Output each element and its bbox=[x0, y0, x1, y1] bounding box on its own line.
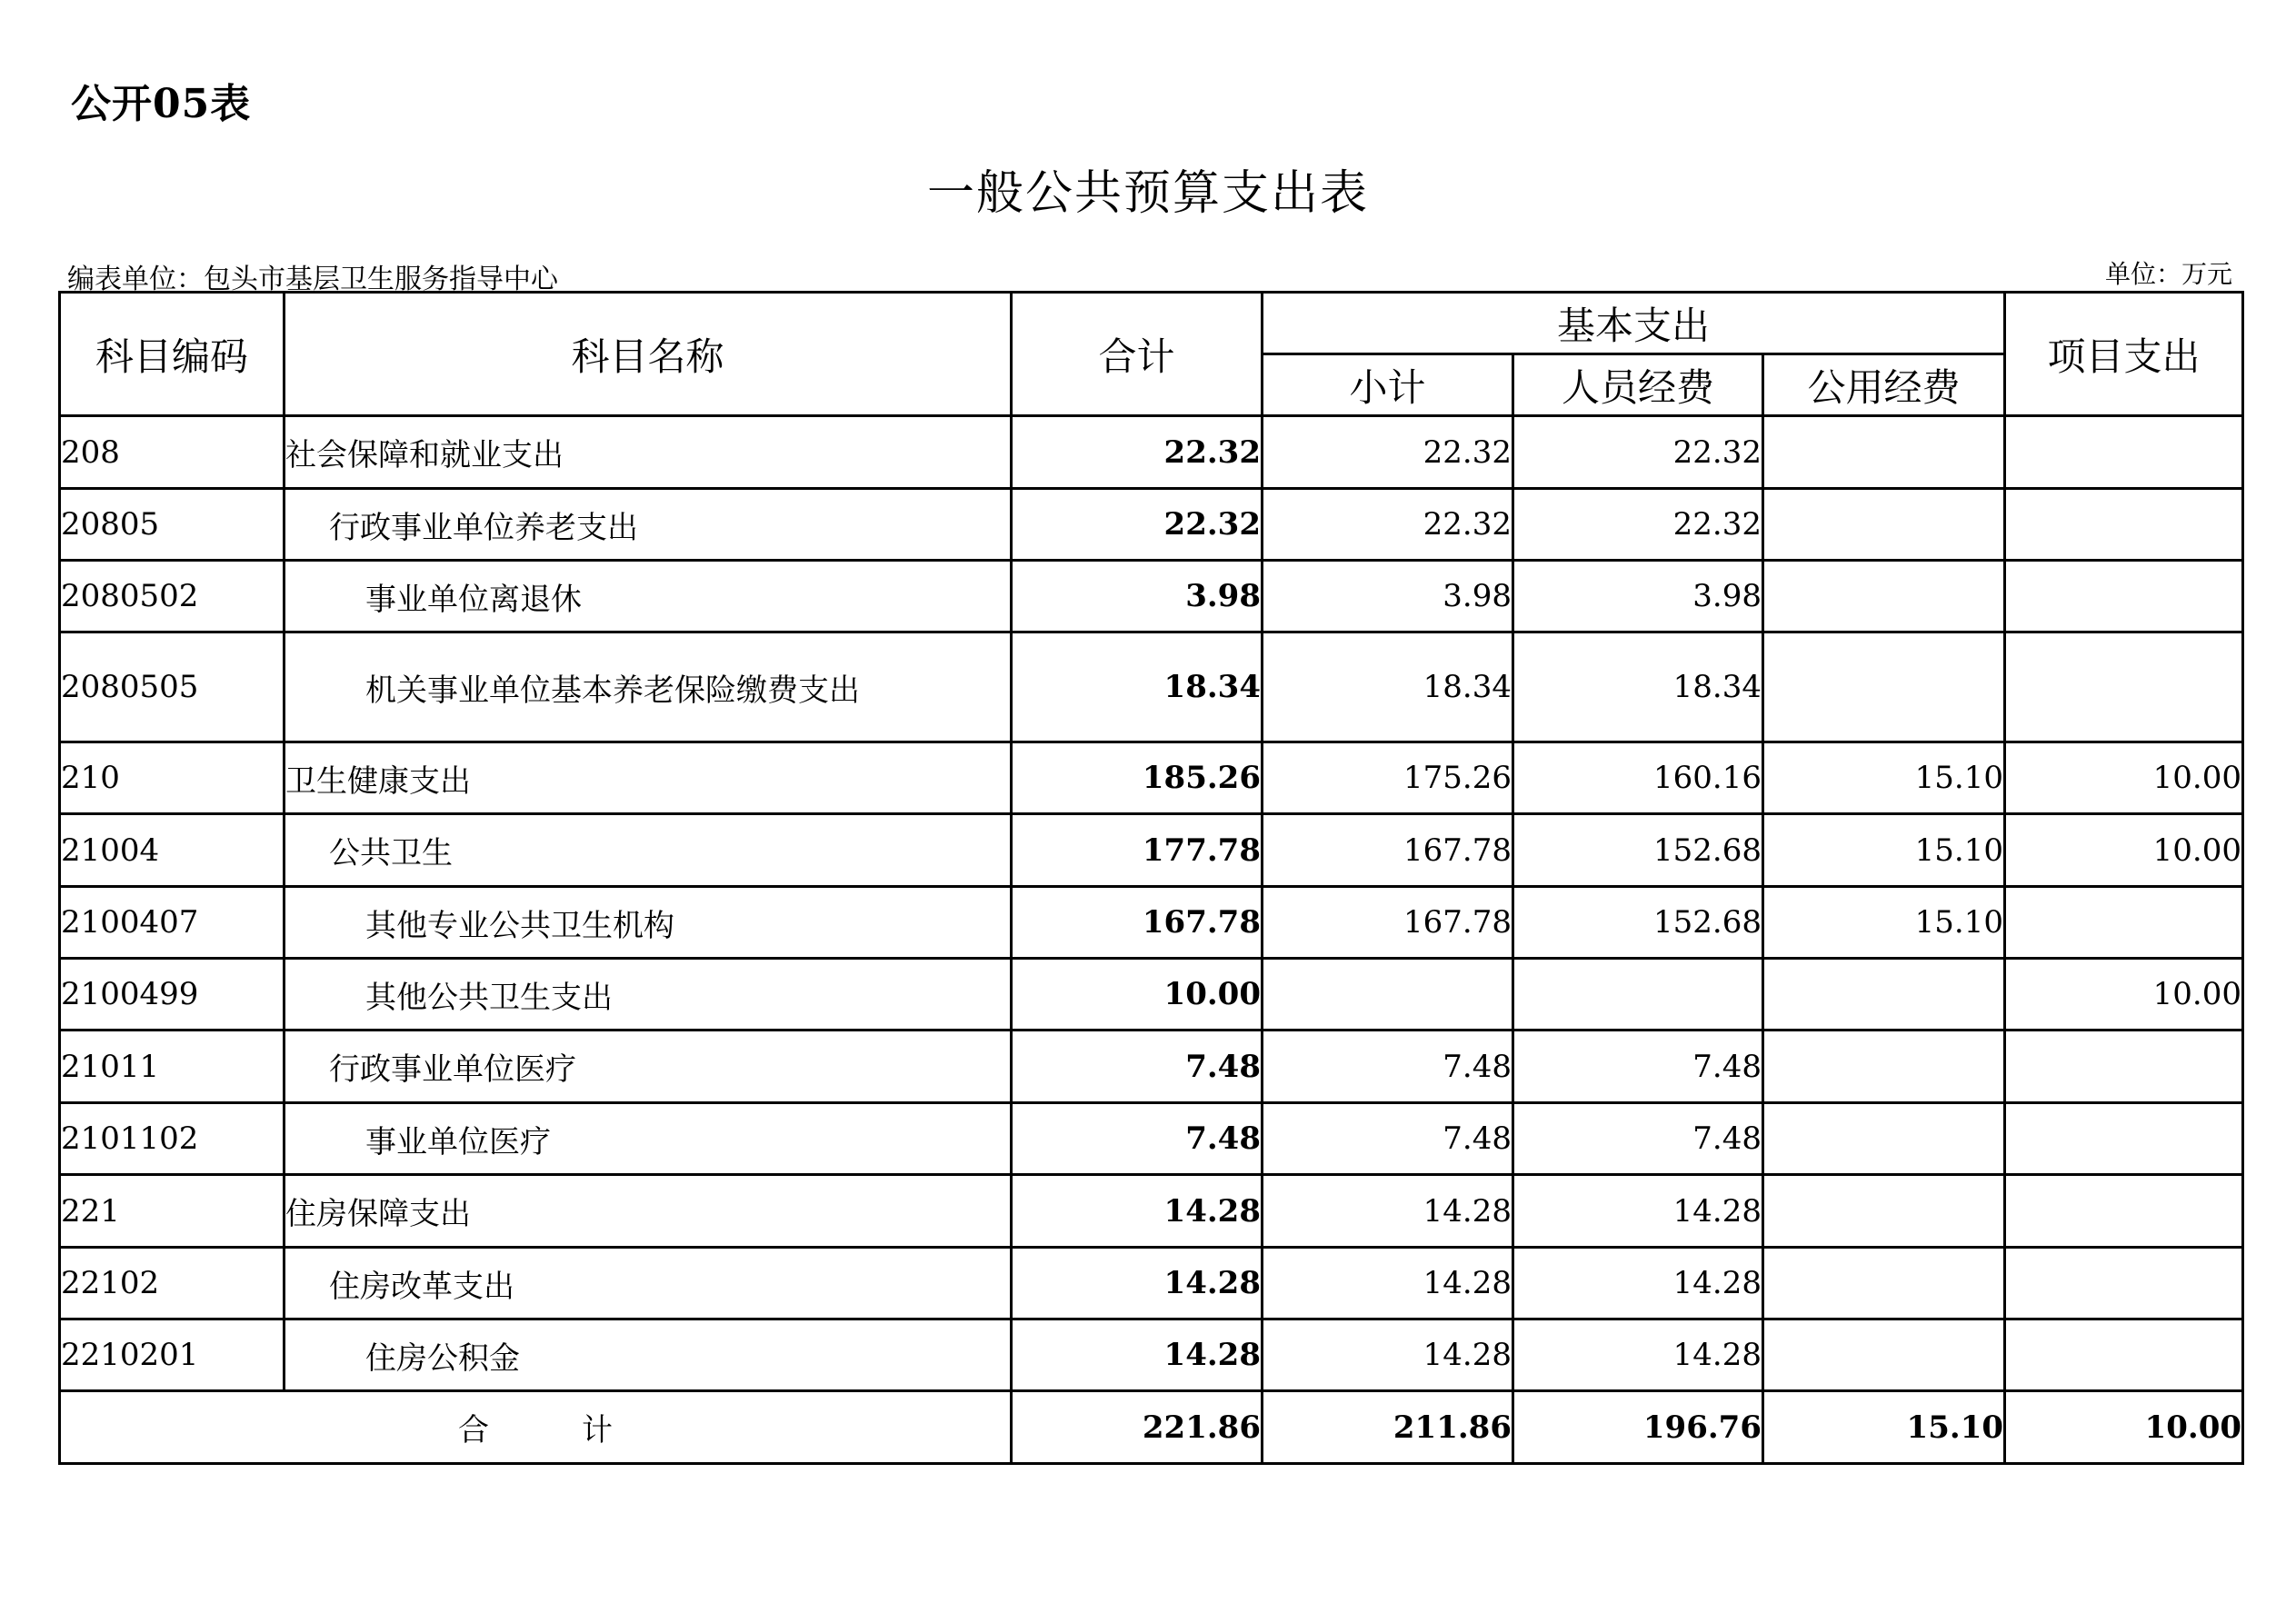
total-total: 221.86 bbox=[1012, 1391, 1263, 1464]
header-name: 科目名称 bbox=[285, 293, 1012, 416]
cell-public: 15.10 bbox=[1763, 742, 2005, 814]
cell-name: 事业单位离退休 bbox=[285, 561, 1012, 632]
cell-public bbox=[1763, 1319, 2005, 1391]
header-subtotal: 小计 bbox=[1263, 354, 1513, 416]
total-public: 15.10 bbox=[1763, 1391, 2005, 1464]
cell-code: 21004 bbox=[60, 814, 285, 887]
budget-table bbox=[58, 291, 2244, 1465]
total-project: 10.00 bbox=[2005, 1391, 2243, 1464]
cell-total: 22.32 bbox=[1012, 489, 1263, 561]
table-row bbox=[60, 742, 2243, 814]
cell-subtotal: 7.48 bbox=[1263, 1103, 1513, 1175]
header-basic: 基本支出 bbox=[1263, 293, 2005, 354]
cell-subtotal: 167.78 bbox=[1263, 887, 1513, 959]
cell-personnel: 22.32 bbox=[1513, 416, 1763, 489]
cell-public bbox=[1763, 959, 2005, 1031]
cell-name: 其他专业公共卫生机构 bbox=[285, 887, 1012, 959]
cell-subtotal: 18.34 bbox=[1263, 632, 1513, 742]
table-body bbox=[60, 416, 2243, 1464]
cell-code: 2100499 bbox=[60, 959, 285, 1031]
table-row bbox=[60, 416, 2243, 489]
cell-name: 住房改革支出 bbox=[285, 1248, 1012, 1319]
cell-name: 公共卫生 bbox=[285, 814, 1012, 887]
currency-unit: 单位：万元 bbox=[2104, 259, 2232, 289]
cell-total: 167.78 bbox=[1012, 887, 1263, 959]
cell-name: 其他公共卫生支出 bbox=[285, 959, 1012, 1031]
cell-public bbox=[1763, 1031, 2005, 1103]
table-row bbox=[60, 632, 2243, 742]
cell-project bbox=[2005, 1248, 2243, 1319]
table-row bbox=[60, 489, 2243, 561]
cell-name: 机关事业单位基本养老保险缴费支出 bbox=[285, 632, 1012, 742]
cell-code: 221 bbox=[60, 1175, 285, 1248]
compiling-unit: 编表单位：包头市基层卫生服务指导中心 bbox=[67, 264, 558, 295]
cell-personnel: 18.34 bbox=[1513, 632, 1763, 742]
header-public: 公用经费 bbox=[1763, 354, 2005, 416]
cell-code: 210 bbox=[60, 742, 285, 814]
header-code: 科目编码 bbox=[60, 293, 285, 416]
cell-personnel bbox=[1513, 959, 1763, 1031]
cell-code: 2100407 bbox=[60, 887, 285, 959]
cell-code: 208 bbox=[60, 416, 285, 489]
cell-project bbox=[2005, 1031, 2243, 1103]
cell-subtotal: 167.78 bbox=[1263, 814, 1513, 887]
table-row bbox=[60, 1248, 2243, 1319]
cell-project bbox=[2005, 632, 2243, 742]
cell-project bbox=[2005, 887, 2243, 959]
cell-subtotal: 7.48 bbox=[1263, 1031, 1513, 1103]
cell-public bbox=[1763, 1103, 2005, 1175]
cell-name: 社会保障和就业支出 bbox=[285, 416, 1012, 489]
cell-subtotal bbox=[1263, 959, 1513, 1031]
cell-subtotal: 14.28 bbox=[1263, 1248, 1513, 1319]
cell-public bbox=[1763, 561, 2005, 632]
cell-total: 22.32 bbox=[1012, 416, 1263, 489]
cell-code: 2080502 bbox=[60, 561, 285, 632]
cell-personnel: 152.68 bbox=[1513, 814, 1763, 887]
cell-code: 2101102 bbox=[60, 1103, 285, 1175]
total-subtotal: 211.86 bbox=[1263, 1391, 1513, 1464]
cell-code: 20805 bbox=[60, 489, 285, 561]
cell-name: 事业单位医疗 bbox=[285, 1103, 1012, 1175]
cell-personnel: 14.28 bbox=[1513, 1319, 1763, 1391]
cell-project bbox=[2005, 489, 2243, 561]
table-row bbox=[60, 1319, 2243, 1391]
cell-subtotal: 175.26 bbox=[1263, 742, 1513, 814]
cell-public: 15.10 bbox=[1763, 887, 2005, 959]
cell-project bbox=[2005, 1319, 2243, 1391]
cell-total: 185.26 bbox=[1012, 742, 1263, 814]
cell-subtotal: 22.32 bbox=[1263, 416, 1513, 489]
cell-total: 14.28 bbox=[1012, 1175, 1263, 1248]
cell-subtotal: 14.28 bbox=[1263, 1319, 1513, 1391]
cell-subtotal: 3.98 bbox=[1263, 561, 1513, 632]
cell-total: 10.00 bbox=[1012, 959, 1263, 1031]
total-row bbox=[60, 1391, 2243, 1464]
table-row bbox=[60, 1031, 2243, 1103]
cell-total: 7.48 bbox=[1012, 1103, 1263, 1175]
table-row bbox=[60, 1175, 2243, 1248]
header-total: 合计 bbox=[1012, 293, 1263, 416]
cell-name: 住房保障支出 bbox=[285, 1175, 1012, 1248]
table-row bbox=[60, 814, 2243, 887]
cell-code: 2080505 bbox=[60, 632, 285, 742]
cell-project: 10.00 bbox=[2005, 814, 2243, 887]
cell-personnel: 152.68 bbox=[1513, 887, 1763, 959]
cell-code: 2210201 bbox=[60, 1319, 285, 1391]
header-personnel: 人员经费 bbox=[1513, 354, 1763, 416]
cell-project bbox=[2005, 1103, 2243, 1175]
cell-total: 177.78 bbox=[1012, 814, 1263, 887]
cell-total: 14.28 bbox=[1012, 1248, 1263, 1319]
cell-personnel: 14.28 bbox=[1513, 1248, 1763, 1319]
cell-name: 行政事业单位医疗 bbox=[285, 1031, 1012, 1103]
cell-project: 10.00 bbox=[2005, 959, 2243, 1031]
header-project: 项目支出 bbox=[2005, 293, 2243, 416]
total-personnel: 196.76 bbox=[1513, 1391, 1763, 1464]
cell-code: 21011 bbox=[60, 1031, 285, 1103]
cell-public bbox=[1763, 1175, 2005, 1248]
cell-name: 住房公积金 bbox=[285, 1319, 1012, 1391]
table-row bbox=[60, 887, 2243, 959]
cell-project: 10.00 bbox=[2005, 742, 2243, 814]
page-title: 一般公共预算支出表 bbox=[926, 166, 1369, 221]
form-number: 公开05表 bbox=[71, 81, 252, 127]
table-row bbox=[60, 959, 2243, 1031]
cell-public bbox=[1763, 1248, 2005, 1319]
cell-subtotal: 22.32 bbox=[1263, 489, 1513, 561]
cell-total: 7.48 bbox=[1012, 1031, 1263, 1103]
cell-public bbox=[1763, 489, 2005, 561]
cell-public bbox=[1763, 416, 2005, 489]
cell-total: 18.34 bbox=[1012, 632, 1263, 742]
cell-personnel: 160.16 bbox=[1513, 742, 1763, 814]
cell-name: 行政事业单位养老支出 bbox=[285, 489, 1012, 561]
cell-personnel: 7.48 bbox=[1513, 1103, 1763, 1175]
cell-project bbox=[2005, 561, 2243, 632]
cell-project bbox=[2005, 416, 2243, 489]
cell-code: 22102 bbox=[60, 1248, 285, 1319]
cell-subtotal: 14.28 bbox=[1263, 1175, 1513, 1248]
cell-personnel: 22.32 bbox=[1513, 489, 1763, 561]
cell-name: 卫生健康支出 bbox=[285, 742, 1012, 814]
total-label: 合 计 bbox=[60, 1391, 1012, 1464]
table-row bbox=[60, 1103, 2243, 1175]
cell-total: 14.28 bbox=[1012, 1319, 1263, 1391]
cell-project bbox=[2005, 1175, 2243, 1248]
cell-personnel: 14.28 bbox=[1513, 1175, 1763, 1248]
cell-total: 3.98 bbox=[1012, 561, 1263, 632]
table-row bbox=[60, 561, 2243, 632]
cell-public: 15.10 bbox=[1763, 814, 2005, 887]
cell-personnel: 3.98 bbox=[1513, 561, 1763, 632]
cell-public bbox=[1763, 632, 2005, 742]
cell-personnel: 7.48 bbox=[1513, 1031, 1763, 1103]
